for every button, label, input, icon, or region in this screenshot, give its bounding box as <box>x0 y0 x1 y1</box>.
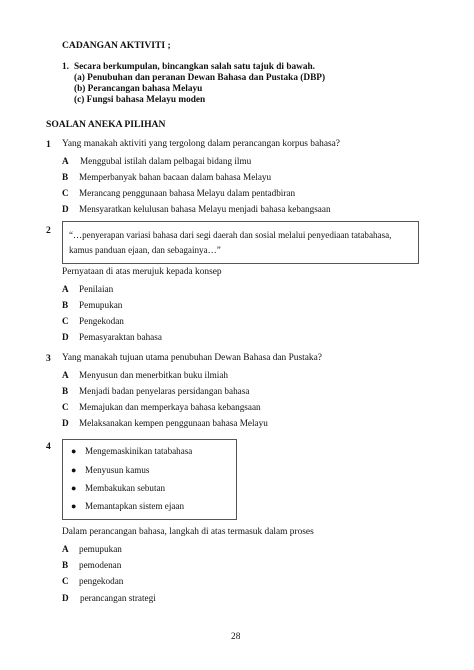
question-number: 4 <box>46 441 51 452</box>
option-text: Melaksanakan kempen penggunaan bahasa Melayu <box>79 418 268 428</box>
option-letter: B <box>62 560 69 570</box>
bullet-icon: ● <box>71 446 77 456</box>
activity-title: CADANGAN AKTIVITI ; <box>62 40 171 51</box>
list-item: Membakukan sebutan <box>85 483 166 493</box>
option-letter: D <box>62 418 69 428</box>
option-text: perancangan strategi <box>80 593 156 603</box>
option-letter: A <box>62 156 69 166</box>
option-text: Memajukan dan memperkaya bahasa kebangsaan <box>79 402 261 412</box>
option-text: pemupukan <box>79 544 122 554</box>
quote-line: “…penyerapan variasi bahasa dari segi daerah dan sosial melalui penyediaan tatabahasa, <box>69 230 392 240</box>
option-text: Menjadi badan penyelaras persidangan bahasa <box>79 386 250 396</box>
option-letter: D <box>62 204 69 214</box>
option-text: Menggubal istilah dalam pelbagai bidang ilmu <box>80 156 252 166</box>
activity-item: (a) Penubuhan dan peranan Dewan Bahasa dan Pustaka (DBP) <box>74 73 326 83</box>
activity-item: (b) Perancangan bahasa Melayu <box>74 84 203 94</box>
option-letter: A <box>62 370 69 380</box>
option-letter: D <box>62 332 69 342</box>
question-text: Dalam perancangan bahasa, langkah di atas termasuk dalam proses <box>62 527 314 537</box>
question-number: 3 <box>46 353 51 364</box>
list-item: Memantapkan sistem ejaan <box>85 501 184 511</box>
question-text: Yang manakah tujuan utama penubuhan Dewan Bahasa dan Pustaka? <box>62 353 322 363</box>
question-number: 2 <box>46 225 51 236</box>
option-text: Mensyaratkan kelulusan bahasa Melayu menjadi bahasa kebangsaan <box>79 204 331 214</box>
option-letter: C <box>62 402 69 412</box>
option-text: Penilaian <box>79 284 114 294</box>
quote-line: kamus panduan ejaan, dan sebagainya…” <box>69 245 221 255</box>
option-text: Pemasyaraktan bahasa <box>79 332 162 342</box>
question-text: Pernyataan di atas merujuk kepada konsep <box>62 267 222 277</box>
question-text: Yang manakah aktiviti yang tergolong dalam perancangan korpus bahasa? <box>62 139 340 149</box>
option-letter: D <box>62 593 69 603</box>
bullet-icon: ● <box>71 501 77 511</box>
option-letter: A <box>62 284 69 294</box>
quote-box <box>62 221 419 264</box>
option-letter: B <box>62 300 69 310</box>
option-text: Menyusun dan menerbitkan buku ilmiah <box>79 370 229 380</box>
activity-item: (c) Fungsi bahasa Melayu moden <box>74 95 206 105</box>
option-letter: C <box>62 576 69 586</box>
option-letter: C <box>62 188 69 198</box>
option-letter: B <box>62 386 69 396</box>
list-box <box>62 439 237 520</box>
option-letter: B <box>62 172 69 182</box>
option-letter: C <box>62 316 69 326</box>
option-text: Memperbanyak bahan bacaan dalam bahasa Melayu <box>79 172 272 182</box>
bullet-icon: ● <box>71 465 77 475</box>
option-text: Merancang penggunaan bahasa Melayu dalam pentadbiran <box>79 188 296 198</box>
list-item: Menyusun kamus <box>85 465 150 475</box>
activity-number: 1. <box>62 62 69 72</box>
bullet-icon: ● <box>71 483 77 493</box>
activity-instruction: Secara berkumpulan, bincangkan salah satu tajuk di bawah. <box>74 62 316 72</box>
option-text: Pemupukan <box>79 300 123 310</box>
page-number: 28 <box>231 632 241 642</box>
list-item: Mengemaskinikan tatabahasa <box>85 446 193 456</box>
option-text: Pengekodan <box>79 316 124 326</box>
section-title: SOALAN ANEKA PILIHAN <box>46 119 166 130</box>
option-text: pengekodan <box>79 576 124 586</box>
question-number: 1 <box>46 139 51 150</box>
option-letter: A <box>62 544 69 554</box>
option-text: pemodenan <box>79 560 122 570</box>
